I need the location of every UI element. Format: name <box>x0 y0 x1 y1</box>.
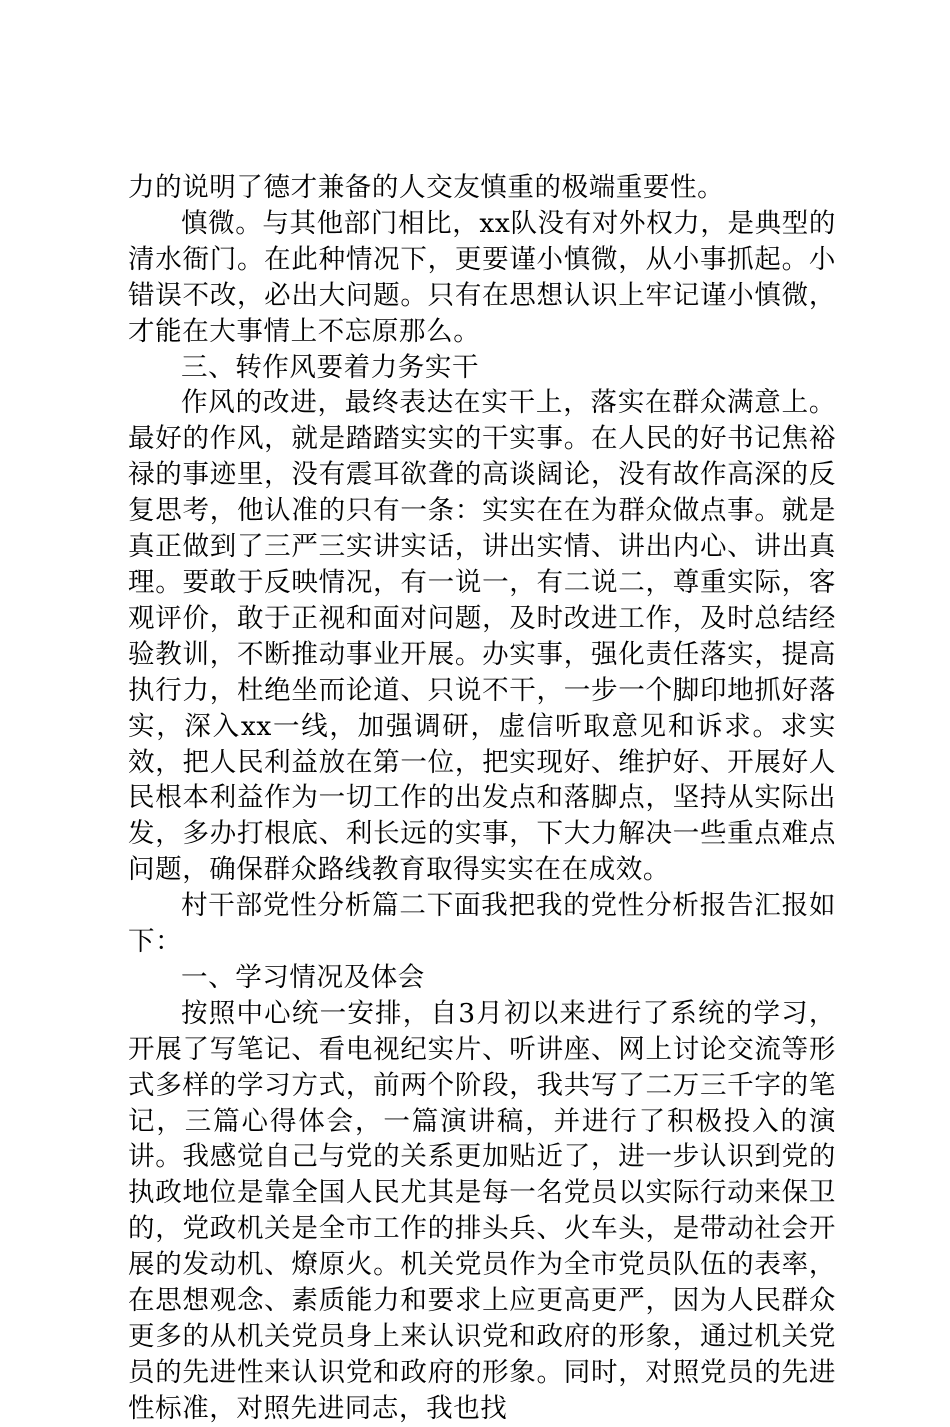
paragraph-study: 按照中心统一安排，自3月初以来进行了系统的学习，开展了写笔记、看电视纪实片、听讲座、网上讨论交流等形式多样的学习方式，前两个阶段，我共写了二万三千字的笔记，三篇心得体会，一篇演讲稿，并进行了积极投入的演讲。我感觉自己与党的关系更加贴近了，进一步认识到党的执政地位是靠全国人民尤其是每一名党员以实际行动来保卫的，党政机关是全市工作的排头兵、火车头，是带动社会开展的发动机、燎原火。机关党员作为全市党员队伍的表率，在思想观念、素质能力和要求上应更高更严，因为人民群众更多的从机关党员身上来认识党和政府的形象，通过机关党员的先进性来认识党和政府的形象。同时，对照党员的先进性标准，对照先进同志，我也找 <box>128 997 836 1424</box>
document-body <box>128 170 836 1427</box>
paragraph-shenwei: 慎微。与其他部门相比，xx队没有对外权力，是典型的清水衙门。在此种情况下，更要谨小慎微，从小事抓起。小错误不改，必出大问题。只有在思想认识上牢记谨小慎微，才能在大事情上不忘原那么。 <box>128 207 836 347</box>
section-heading-three: 三、转作风要着力务实干 <box>181 351 480 383</box>
paragraph-work-style: 作风的改进，最终表达在实干上，落实在群众满意上。最好的作风，就是踏踏实实的干实事。在人民的好书记焦裕禄的事迹里，没有震耳欲聋的高谈阔论，没有故作高深的反复思考，他认准的只有一条：实实在在为群众做点事。就是真正做到了三严三实讲实话，讲出实情、讲出内心、讲出真理。要敢于反映情况，有一说一，有二说二，尊重实际，客观评价，敢于正视和面对问题，及时改进工作，及时总结经验教训，不断推动事业开展。办实事，强化责任落实，提高执行力，杜绝坐而论道、只说不干，一步一个脚印地抓好落实，深入xx一线，加强调研，虚信听取意见和诉求。求实效，把人民利益放在第一位，把实现好、维护好、开展好人民根本利益作为一切工作的出发点和落脚点，坚持从实际出发，多办打根底、利长远的实事，下大力解决一些重点难点问题，确保群众路线教育取得实实在在成效。 <box>128 387 836 886</box>
paragraph-continuation: 力的说明了德才兼备的人交友慎重的极端重要性。 <box>128 172 725 203</box>
section-heading-one: 一、学习情况及体会 <box>181 961 425 993</box>
paragraph-report-intro: 村干部党性分析篇二下面我把我的党性分析报告汇报如下： <box>128 890 836 958</box>
